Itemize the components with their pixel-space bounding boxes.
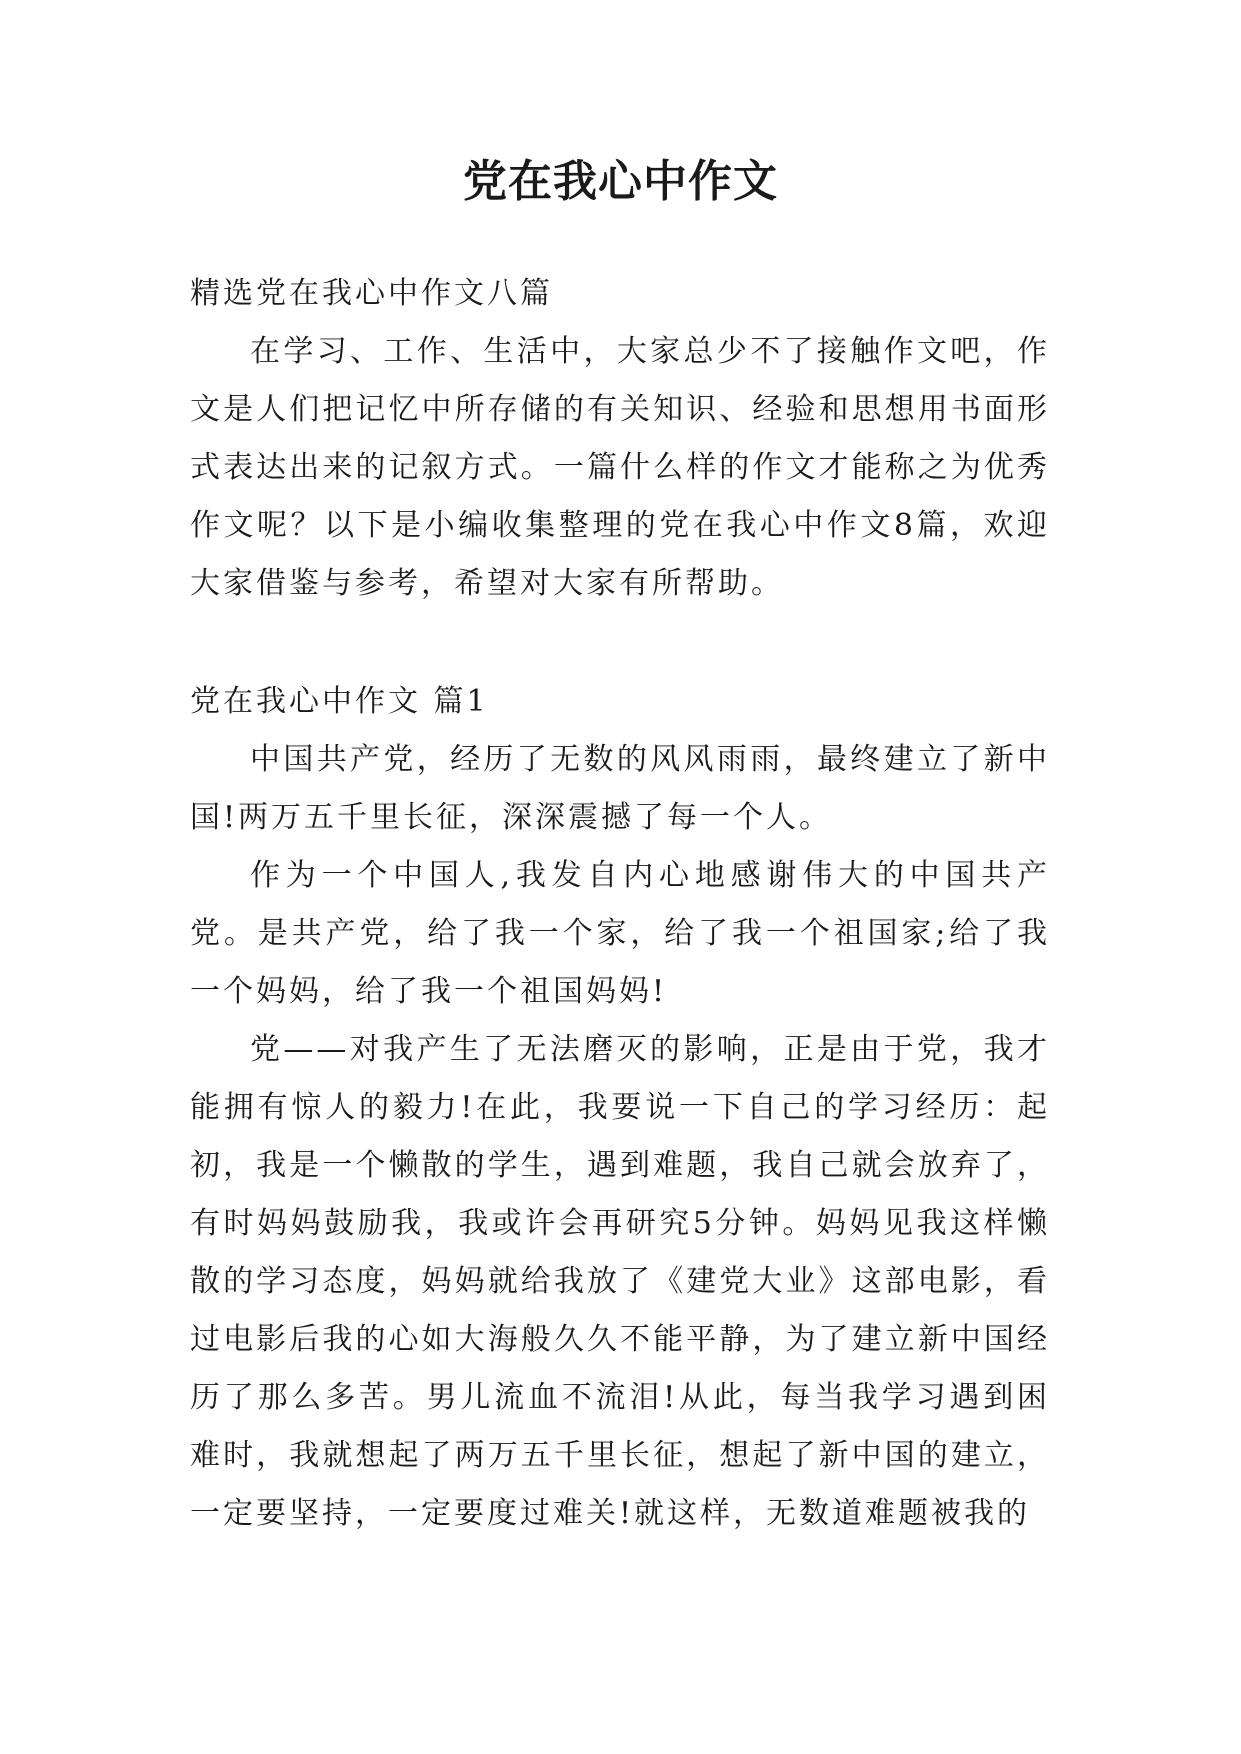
section-paragraph: 作为一个中国人,我发自内心地感谢伟大的中国共产党。是共产党，给了我一个家，给了我一个祖国家;给了我一个妈妈，给了我一个祖国妈妈!	[190, 858, 1050, 1009]
document-body	[190, 265, 1050, 1543]
section-heading: 党在我心中作文 篇1	[190, 684, 489, 719]
document-subtitle: 精选党在我心中作文八篇	[190, 276, 553, 311]
section-spacer	[190, 613, 1050, 673]
section-paragraph: 党——对我产生了无法磨灭的影响，正是由于党，我才能拥有惊人的毅力!在此，我要说一下自己的学习经历：起初，我是一个懒散的学生，遇到难题，我自己就会放弃了，有时妈妈鼓励我，我或许会再研究5分钟。妈妈见我这样懒散的学习态度，妈妈就给我放了《建党大业》这部电影，看过电影后我的心如大海般久久不能平静，为了建立新中国经历了那么多苦。男儿流血不流泪!从此，每当我学习遇到困难时，我就想起了两万五千里长征，想起了新中国的建立，一定要坚持，一定要度过难关!就这样，无数道难题被我的	[190, 1032, 1050, 1531]
intro-paragraph: 在学习、工作、生活中，大家总少不了接触作文吧，作文是人们把记忆中所存储的有关知识、经验和思想用书面形式表达出来的记叙方式。一篇什么样的作文才能称之为优秀作文呢？以下是小编收集整理的党在我心中作文8篇，欢迎大家借鉴与参考，希望对大家有所帮助。	[190, 334, 1050, 601]
section-paragraph: 中国共产党，经历了无数的风风雨雨，最终建立了新中国!两万五千里长征，深深震撼了每一个人。	[190, 742, 1050, 835]
document-title: 党在我心中作文	[463, 156, 778, 207]
